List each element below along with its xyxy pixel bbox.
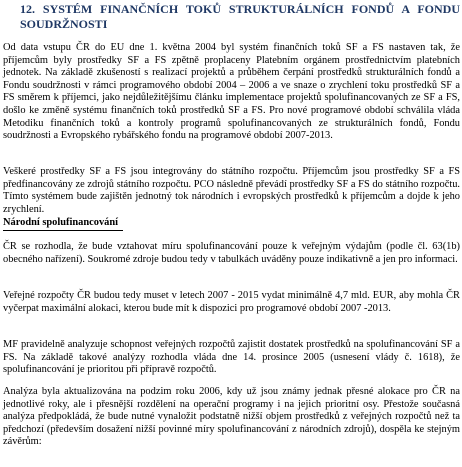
subheading-underline [3,230,123,231]
section-heading: 12. SYSTÉM FINANČNÍCH TOKŮ STRUKTURÁLNÍCH FONDŮ A FONDU SOUDRŽNOSTI [20,2,460,31]
paragraph-public-budgets: Veřejné rozpočty ČR budou tedy muset v letech 2007 - 2015 vydat minimálně 4,7 mld. EUR, aby mohla ČR vyčerpat maximální alokaci, kterou bude mít k dispozici pro programové období 2007 -2013. [3,290,460,314]
paragraph-state-budget: Veškeré prostředky SF a FS jsou integrovány do státního rozpočtu. Příjemcům jsou prostředky SF a FS předfinancovány ze zdrojů státního rozpočtu. PCO následně převádí prostředky SF a FS do státního rozpočtu. Tímto systémem bude zajištěn jednotný tok národních i evropských prostředků k příjemcům a dojde k jeho zrychlení. [3,166,460,215]
paragraph-cofinancing-rate: ČR se rozhodla, že bude vztahovat míru spolufinancování pouze k veřejným výdajům (podle čl. 63(1b) obecného nařízení). Soukromé zdroje budou tedy v tabulkách uváděny pouze indikativně a jen pro informaci. [3,241,460,265]
paragraph-financial-flows: Od data vstupu ČR do EU dne 1. května 2004 byl systém finančních toků SF a FS nastaven tak, že příjemcům byly prostředky SF a FS zpětně proplaceny Platebním orgánem prostřednictvím platebních jednotek. Na základě zkušeností s realizací projektů a průběhem čerpání prostředků strukturálních fondů a Fondu soudržnosti v rámci programového období 2004 – 2006 a ve snaze o zrychlení toku prostředků SF a FS směrem k příjemci, jako nejdůležitějšímu článku implementace projektů spolufinancovaných ze SF a FS, došlo ke změně systému finančních toků prostředků SF a FS. Pro nové programové období schválila vláda Metodiku finančních toků a kontroly programů spolufinancovaných ze strukturálních fondů, Fondu soudržnosti a Evropského rybářského fondu na programové období 2007-2013. [3,42,460,142]
subheading-national-cofinancing: Národní spolufinancování [3,217,119,228]
paragraph-mf-analysis: MF pravidelně analyzuje schopnost veřejných rozpočtů zajistit dostatek prostředků na spolufinancování SF a FS. Na základě takové analýzy rozhodla vláda dne 14. prosince 2005 (usnesení vlády č. 1618), že spolufinancování je prioritou při přípravě rozpočtů. [3,339,460,376]
paragraph-analysis-update: Analýza byla aktualizována na podzim roku 2006, kdy už jsou známy jednak přesné alokace pro ČR na jednotlivé roky, ale i přesnější rozdělení na operační programy i na jejich prioritní osy. Přestože současná analýza předpokládá, že bude nutné vynaložit podstatně nižší objem prostředků z veřejných rozpočtů než ta předchozí (především dosažení nižší povinné míry spolufinancování z národních zdrojů), dospěla ke stejným závěrům: [3,386,460,448]
